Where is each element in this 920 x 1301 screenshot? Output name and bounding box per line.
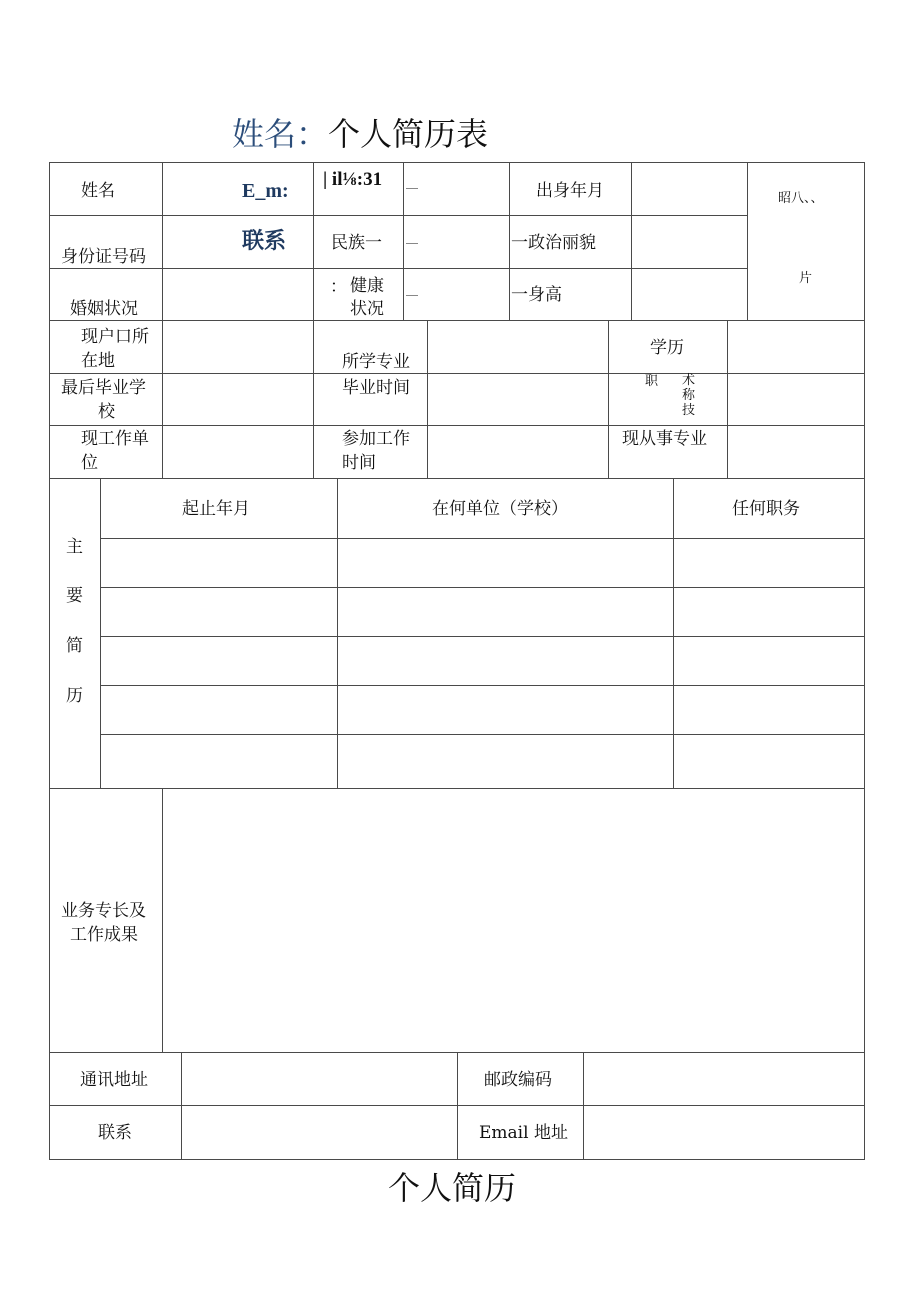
- dash-mark: [406, 243, 418, 244]
- postcode-label: 邮政编码: [484, 1070, 552, 1090]
- politic-label: 一政治丽貌: [511, 233, 596, 253]
- page-title: [232, 112, 488, 156]
- residence-label-2: 在地: [81, 351, 115, 371]
- photo-label-top: 昭八、、: [778, 191, 824, 206]
- school-label-1: 最后毕业学: [61, 378, 146, 398]
- history-header-position: 任何职务: [732, 499, 800, 519]
- school-label-2: 校: [98, 402, 115, 422]
- dash-mark: [406, 295, 418, 296]
- id-label: 身份证号码: [61, 247, 146, 267]
- history-side-char: 简: [66, 636, 83, 656]
- join-work-label-1: 参加工作: [342, 429, 410, 449]
- marital-label: 婚姻状况: [70, 299, 138, 319]
- id-value: 联系: [242, 228, 287, 253]
- residence-label-1: 现户口所: [81, 327, 149, 347]
- address-label: 通讯地址: [80, 1070, 148, 1090]
- health-label-2: 状况: [350, 299, 384, 319]
- current-major-label: 现从事专业: [622, 429, 707, 449]
- work-unit-label-2: 位: [81, 453, 98, 473]
- title-char-cheng: 称: [682, 388, 696, 403]
- expertise-label-1: 业务专长及: [61, 901, 146, 921]
- height-label: 一身高: [511, 285, 562, 305]
- work-unit-label-1: 现工作单: [81, 429, 149, 449]
- history-header-period: 起止年月: [182, 499, 250, 519]
- major-label: 所学专业: [342, 352, 410, 372]
- title-char-shu: 术: [682, 373, 696, 388]
- photo-label-bottom: 片: [799, 271, 813, 286]
- name-label: 姓名: [81, 181, 115, 201]
- join-work-label-2: 时间: [342, 453, 376, 473]
- health-label-1: 健康: [350, 276, 384, 296]
- history-side-char: 主: [66, 537, 83, 557]
- degree-label: 学历: [650, 338, 684, 358]
- health-prefix: ：: [330, 277, 347, 297]
- history-header-unit: 在何单位（学校）: [432, 499, 568, 519]
- grad-time-label: 毕业时间: [342, 378, 410, 398]
- name-value: E_m:: [242, 180, 289, 202]
- history-side-char: 历: [66, 686, 83, 706]
- birth-label: 出身年月: [536, 181, 604, 201]
- title-prefix: 姓名：: [232, 115, 329, 153]
- title-char-zhi: 职: [645, 374, 659, 389]
- phone-label: 联系: [98, 1123, 132, 1143]
- history-side-char: 要: [66, 586, 83, 606]
- expertise-label-2: 工作成果: [70, 925, 138, 945]
- email-label: Email 地址: [479, 1123, 568, 1143]
- title-char-ji: 技: [682, 403, 696, 418]
- footer-title: 个人简历: [388, 1169, 517, 1207]
- dash-mark: [406, 188, 418, 189]
- title-main: 个人简历表: [328, 115, 489, 153]
- overlay-code: | il⅛:31: [323, 169, 383, 190]
- ethnic-label: 民族一: [331, 233, 382, 253]
